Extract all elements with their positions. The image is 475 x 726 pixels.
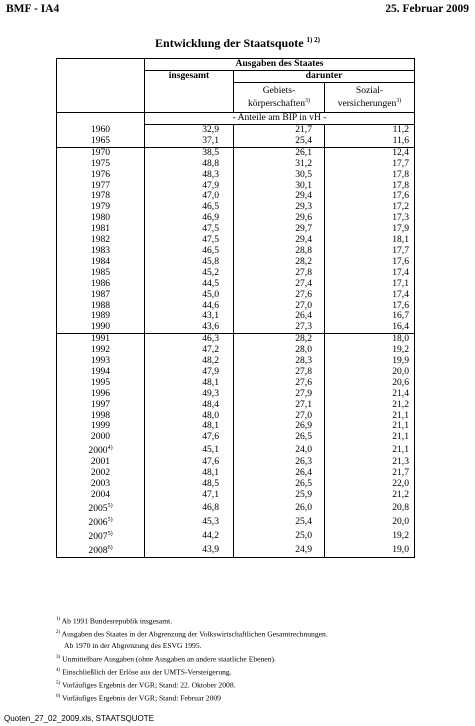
footnote-text: Vorläufiges Ergebnis der VGR; Stand: Februar 2009: [61, 693, 221, 703]
sozial-cell: 19,0: [325, 543, 415, 558]
year-cell: 1992: [90, 344, 111, 356]
col-header-darunter: darunter: [234, 71, 415, 83]
year-cell: 1978: [90, 190, 111, 202]
total-cell: 43,6: [145, 322, 234, 333]
table-row: [57, 136, 415, 147]
sozial-cell: 21,2: [325, 490, 415, 501]
footnote-mark: 1): [56, 617, 61, 622]
table-row: [57, 345, 415, 356]
table-row: [57, 421, 415, 432]
header-left: BMF - IA4: [6, 3, 60, 15]
footnote-item: [56, 640, 456, 652]
sozial-cell: 11,6: [325, 136, 415, 147]
table-row: [57, 224, 415, 235]
gebiets-cell: 29,4: [234, 235, 325, 246]
unit-row: - Anteile am BIP in vH -: [145, 113, 415, 125]
gebiets-cell: 25,0: [234, 529, 325, 543]
sozial-cell: 21,2: [325, 400, 415, 411]
gebiets-cell: 27,6: [234, 290, 325, 301]
sozial-cell: 19,2: [325, 345, 415, 356]
gebiets-cell: 26,4: [234, 468, 325, 479]
year-cell: 1983: [90, 244, 111, 256]
gebiets-cell: 25,4: [234, 136, 325, 147]
gebiets-cell: 28,0: [234, 345, 325, 356]
year-cell: 2006$^{5)}$: [88, 517, 113, 529]
year-footnote-mark: 6): [107, 545, 113, 552]
table-row: [57, 311, 415, 322]
sozial-cell: 19,9: [325, 356, 415, 367]
table-row: [57, 213, 415, 224]
footnote-mark: 5): [56, 680, 61, 686]
year-cell: 2005$^{5)}$: [88, 503, 113, 515]
table-row: [57, 529, 415, 543]
year-column-header: [57, 59, 145, 113]
header-date: 25. Februar 2009: [385, 3, 469, 15]
footnote-text: Unmittelbare Ausgaben (ohne Ausgaben an andere staatliche Ebenen).: [62, 654, 276, 664]
sozial-cell: 17,7: [325, 246, 415, 257]
total-cell: 48,1: [145, 378, 234, 389]
file-footer: Quoten_27_02_2009.xls, STAATSQUOTE: [4, 714, 155, 723]
total-cell: 47,9: [145, 367, 234, 378]
year-cell: 1989: [90, 310, 111, 322]
gebiets-cell: 27,8: [234, 268, 325, 279]
year-cell: 1987: [90, 288, 111, 300]
year-footnote-mark: 5): [107, 531, 113, 538]
year-cell: 1984: [90, 255, 111, 267]
year-cell: 1981: [90, 223, 111, 235]
footnote-item: [56, 614, 456, 627]
table-row: [57, 191, 415, 202]
sozial-cell: 17,6: [325, 257, 415, 268]
footnote-text: Ab 1991 Bundesrepublik insgesamt.: [61, 616, 173, 626]
gebiets-cell: 27,0: [234, 301, 325, 312]
gebiets-cell: 28,2: [234, 334, 325, 345]
sozial-cell: 21,3: [325, 457, 415, 468]
table-row: [57, 356, 415, 367]
table-row: [57, 290, 415, 301]
total-cell: 47,6: [145, 432, 234, 443]
year-cell: 2001: [90, 456, 111, 468]
table-body: [57, 125, 415, 558]
gebiets-cell: 30,5: [234, 170, 325, 181]
gebiets-cell: 28,2: [234, 257, 325, 268]
sozial-cell: 20,8: [325, 501, 415, 515]
year-cell: 1979: [90, 201, 111, 213]
footnote-item: [56, 627, 456, 640]
total-cell: 43,1: [145, 311, 234, 322]
sozial-cell: 17,8: [325, 170, 415, 181]
title-text: Entwicklung der Staatsquote: [155, 36, 304, 50]
sozial-cell: 21,4: [325, 389, 415, 400]
year-footnote-mark: 5): [107, 517, 113, 524]
sozial-cell: 22,0: [325, 479, 415, 490]
year-cell: 1976: [90, 168, 111, 180]
year-cell: 1988: [90, 299, 111, 311]
total-cell: 46,9: [145, 213, 234, 224]
footnote-text: Ab 1970 in der Abgrenzung des ESVG 1995.: [64, 641, 202, 651]
gebiets-cell: 27,3: [234, 322, 325, 333]
gebiets-cell: 29,4: [234, 191, 325, 202]
sozial-cell: 21,1: [325, 443, 415, 457]
sozial-cell: 17,9: [325, 224, 415, 235]
total-cell: 44,2: [145, 529, 234, 543]
total-cell: 46,5: [145, 202, 234, 213]
table-row: [57, 202, 415, 213]
table-row: [57, 490, 415, 501]
group-header: Ausgaben des Staates: [145, 59, 415, 71]
sozial-cell: 20,0: [325, 367, 415, 378]
year-cell: 2008$^{6)}$: [88, 545, 113, 557]
total-cell: 46,8: [145, 501, 234, 515]
year-cell: 1999: [90, 420, 111, 432]
gebiets-cell: 25,9: [234, 490, 325, 501]
table-row: [57, 543, 415, 558]
gebiets-cell: 24,9: [234, 543, 325, 558]
total-cell: 49,3: [145, 389, 234, 400]
page-title: [0, 36, 475, 51]
year-footnote-mark: 5): [107, 503, 113, 509]
gebiets-cell: 27,0: [234, 411, 325, 422]
total-cell: 44,6: [145, 301, 234, 312]
total-cell: 45,2: [145, 268, 234, 279]
year-cell: 1975: [90, 157, 111, 169]
table-row: [57, 322, 415, 333]
sozial-cell: 21,1: [325, 411, 415, 422]
total-cell: 47,5: [145, 224, 234, 235]
sozial-cell: 18,1: [325, 235, 415, 246]
sozial-cell: 11,2: [325, 125, 415, 136]
table-row: [57, 235, 415, 246]
footnote-item: [56, 678, 456, 691]
year-cell: 1980: [90, 212, 111, 224]
table-row: [57, 432, 415, 443]
year-cell: 1970: [57, 147, 145, 158]
gebiets-cell: 26,4: [234, 311, 325, 322]
gebiets-cell: 26,9: [234, 421, 325, 432]
year-cell: 1977: [90, 179, 111, 191]
year-cell: 2000: [90, 431, 111, 443]
total-cell: 48,1: [145, 468, 234, 479]
sozial-cell: 17,7: [325, 159, 415, 170]
table-row: [57, 147, 415, 158]
gebiets-cell: 27,6: [234, 378, 325, 389]
table-row: [57, 443, 415, 457]
year-cell: 1997: [90, 398, 111, 410]
total-cell: 46,5: [145, 246, 234, 257]
gebiets-cell: 27,4: [234, 279, 325, 290]
table-row: [57, 479, 415, 490]
sozial-cell: 17,8: [325, 181, 415, 192]
gebiets-cell: 26,5: [234, 432, 325, 443]
total-cell: 48,4: [145, 400, 234, 411]
sozial-cell: 17,4: [325, 268, 415, 279]
sozial-cell: 16,4: [325, 322, 415, 333]
gebiets-cell: 28,8: [234, 246, 325, 257]
gebiets-cell: 27,1: [234, 400, 325, 411]
table-row: [57, 301, 415, 312]
col-header-total: insgesamt: [145, 71, 234, 113]
gebiets-cell: 29,3: [234, 202, 325, 213]
sozial-cell: 20,0: [325, 515, 415, 529]
footnote-item: [56, 652, 456, 665]
table-row: [57, 246, 415, 257]
footnote-item: [56, 665, 456, 678]
sozial-cell: 20,6: [325, 378, 415, 389]
total-cell: 47,2: [145, 345, 234, 356]
table-row: [57, 268, 415, 279]
year-cell: 1985: [90, 266, 111, 278]
year-cell: 2003: [90, 478, 111, 490]
table-row: [57, 468, 415, 479]
gebiets-cell: 26,5: [234, 479, 325, 490]
total-cell: 48,5: [145, 479, 234, 490]
sozial-cell: 21,7: [325, 468, 415, 479]
gebiets-cell: 26,3: [234, 457, 325, 468]
sozial-cell: 16,7: [325, 311, 415, 322]
gebiets-cell: 28,3: [234, 356, 325, 367]
year-cell: 1986: [90, 277, 111, 289]
sozial-cell: 12,4: [325, 147, 415, 158]
sozial-cell: 18,0: [325, 334, 415, 345]
footnote-mark: 6): [56, 693, 61, 699]
year-cell: 1993: [90, 355, 111, 367]
footnote-text: Vorläufiges Ergebnis der VGR; Stand: 22. Oktober 2008.: [61, 680, 236, 690]
sozial-cell: 17,4: [325, 290, 415, 301]
gebiets-cell: 27,8: [234, 367, 325, 378]
total-cell: 45,1: [145, 443, 234, 457]
total-cell: 45,8: [145, 257, 234, 268]
footnote-text: Einschließlich der Erlöse aus der UMTS-Versteigerung.: [62, 667, 232, 677]
total-cell: 44,5: [145, 279, 234, 290]
gebiets-cell: 29,7: [234, 224, 325, 235]
total-cell: 47,5: [145, 235, 234, 246]
total-cell: 38,5: [145, 147, 234, 158]
year-cell: 1960: [90, 123, 111, 135]
year-cell: 1991: [57, 334, 145, 345]
table-row: [57, 378, 415, 389]
year-cell: 1990: [90, 321, 111, 333]
col-header-sozial: Sozial- versicherungen$^{3)}$: [325, 83, 415, 113]
gebiets-cell: 31,2: [234, 159, 325, 170]
footnote-mark: 3): [56, 654, 61, 660]
total-cell: 48,8: [145, 159, 234, 170]
table-row: [57, 389, 415, 400]
sozial-cell: 17,1: [325, 279, 415, 290]
total-cell: 48,3: [145, 170, 234, 181]
year-cell: 2004: [90, 489, 111, 501]
total-cell: 47,9: [145, 181, 234, 192]
gebiets-cell: 25,4: [234, 515, 325, 529]
total-cell: 48,0: [145, 411, 234, 422]
table-row: [57, 400, 415, 411]
col-header-gebiets: Gebiets- körperschaften$^{3)}$: [234, 83, 325, 113]
table-row: [57, 501, 415, 515]
table-row: [57, 411, 415, 422]
year-cell: 1995: [90, 376, 111, 388]
total-cell: 43,9: [145, 543, 234, 558]
year-cell: 2002: [90, 467, 111, 479]
table-row: [57, 125, 415, 136]
total-cell: 46,3: [145, 334, 234, 345]
gebiets-cell: 27,9: [234, 389, 325, 400]
total-cell: 45,3: [145, 515, 234, 529]
year-cell: 2007$^{5)}$: [88, 531, 113, 543]
sozial-cell: 17,6: [325, 191, 415, 202]
table-row: [57, 257, 415, 268]
sozial-cell: 17,3: [325, 213, 415, 224]
total-cell: 47,6: [145, 457, 234, 468]
footnote-mark: 4): [56, 667, 61, 673]
gebiets-cell: 26,0: [234, 501, 325, 515]
gebiets-cell: 24,0: [234, 443, 325, 457]
table-row: [57, 367, 415, 378]
table-row: [57, 279, 415, 290]
table-row: [57, 170, 415, 181]
title-footnote-marks: 1) 2): [306, 36, 320, 44]
footnote-item: [56, 691, 456, 704]
year-cell: 1982: [90, 234, 111, 246]
total-cell: 45,0: [145, 290, 234, 301]
year-cell: 1994: [90, 365, 111, 377]
year-cell: 2000$^{4)}$: [88, 445, 113, 457]
sozial-cell: 21,1: [325, 432, 415, 443]
year-footnote-mark: 4): [107, 445, 113, 452]
year-cell: 1965: [90, 134, 111, 146]
table-row: [57, 457, 415, 468]
total-cell: 48,2: [145, 356, 234, 367]
gebiets-cell: 29,6: [234, 213, 325, 224]
year-cell: 1998: [90, 409, 111, 421]
footnote-text: Ausgaben des Staates in der Abgrenzung der Volkswirtschaftlichen Gesamtrechnungen.: [61, 629, 328, 639]
table-row: [57, 515, 415, 529]
gebiets-cell: 26,1: [234, 147, 325, 158]
total-cell: 47,1: [145, 490, 234, 501]
staatsquote-table: [56, 58, 415, 558]
sozial-cell: 17,6: [325, 301, 415, 312]
sozial-cell: 21,1: [325, 421, 415, 432]
year-cell: 1996: [90, 387, 111, 399]
sozial-cell: 17,2: [325, 202, 415, 213]
table-row: [57, 159, 415, 170]
footnote-mark: 2): [56, 630, 61, 636]
total-cell: 37,1: [145, 136, 234, 147]
gebiets-cell: 21,7: [234, 125, 325, 136]
table-row: [57, 334, 415, 345]
footnotes: [56, 614, 456, 704]
table-row: [57, 181, 415, 192]
gebiets-cell: 30,1: [234, 181, 325, 192]
total-cell: 48,1: [145, 421, 234, 432]
sozial-cell: 19,2: [325, 529, 415, 543]
total-cell: 32,9: [145, 125, 234, 136]
total-cell: 47,0: [145, 191, 234, 202]
